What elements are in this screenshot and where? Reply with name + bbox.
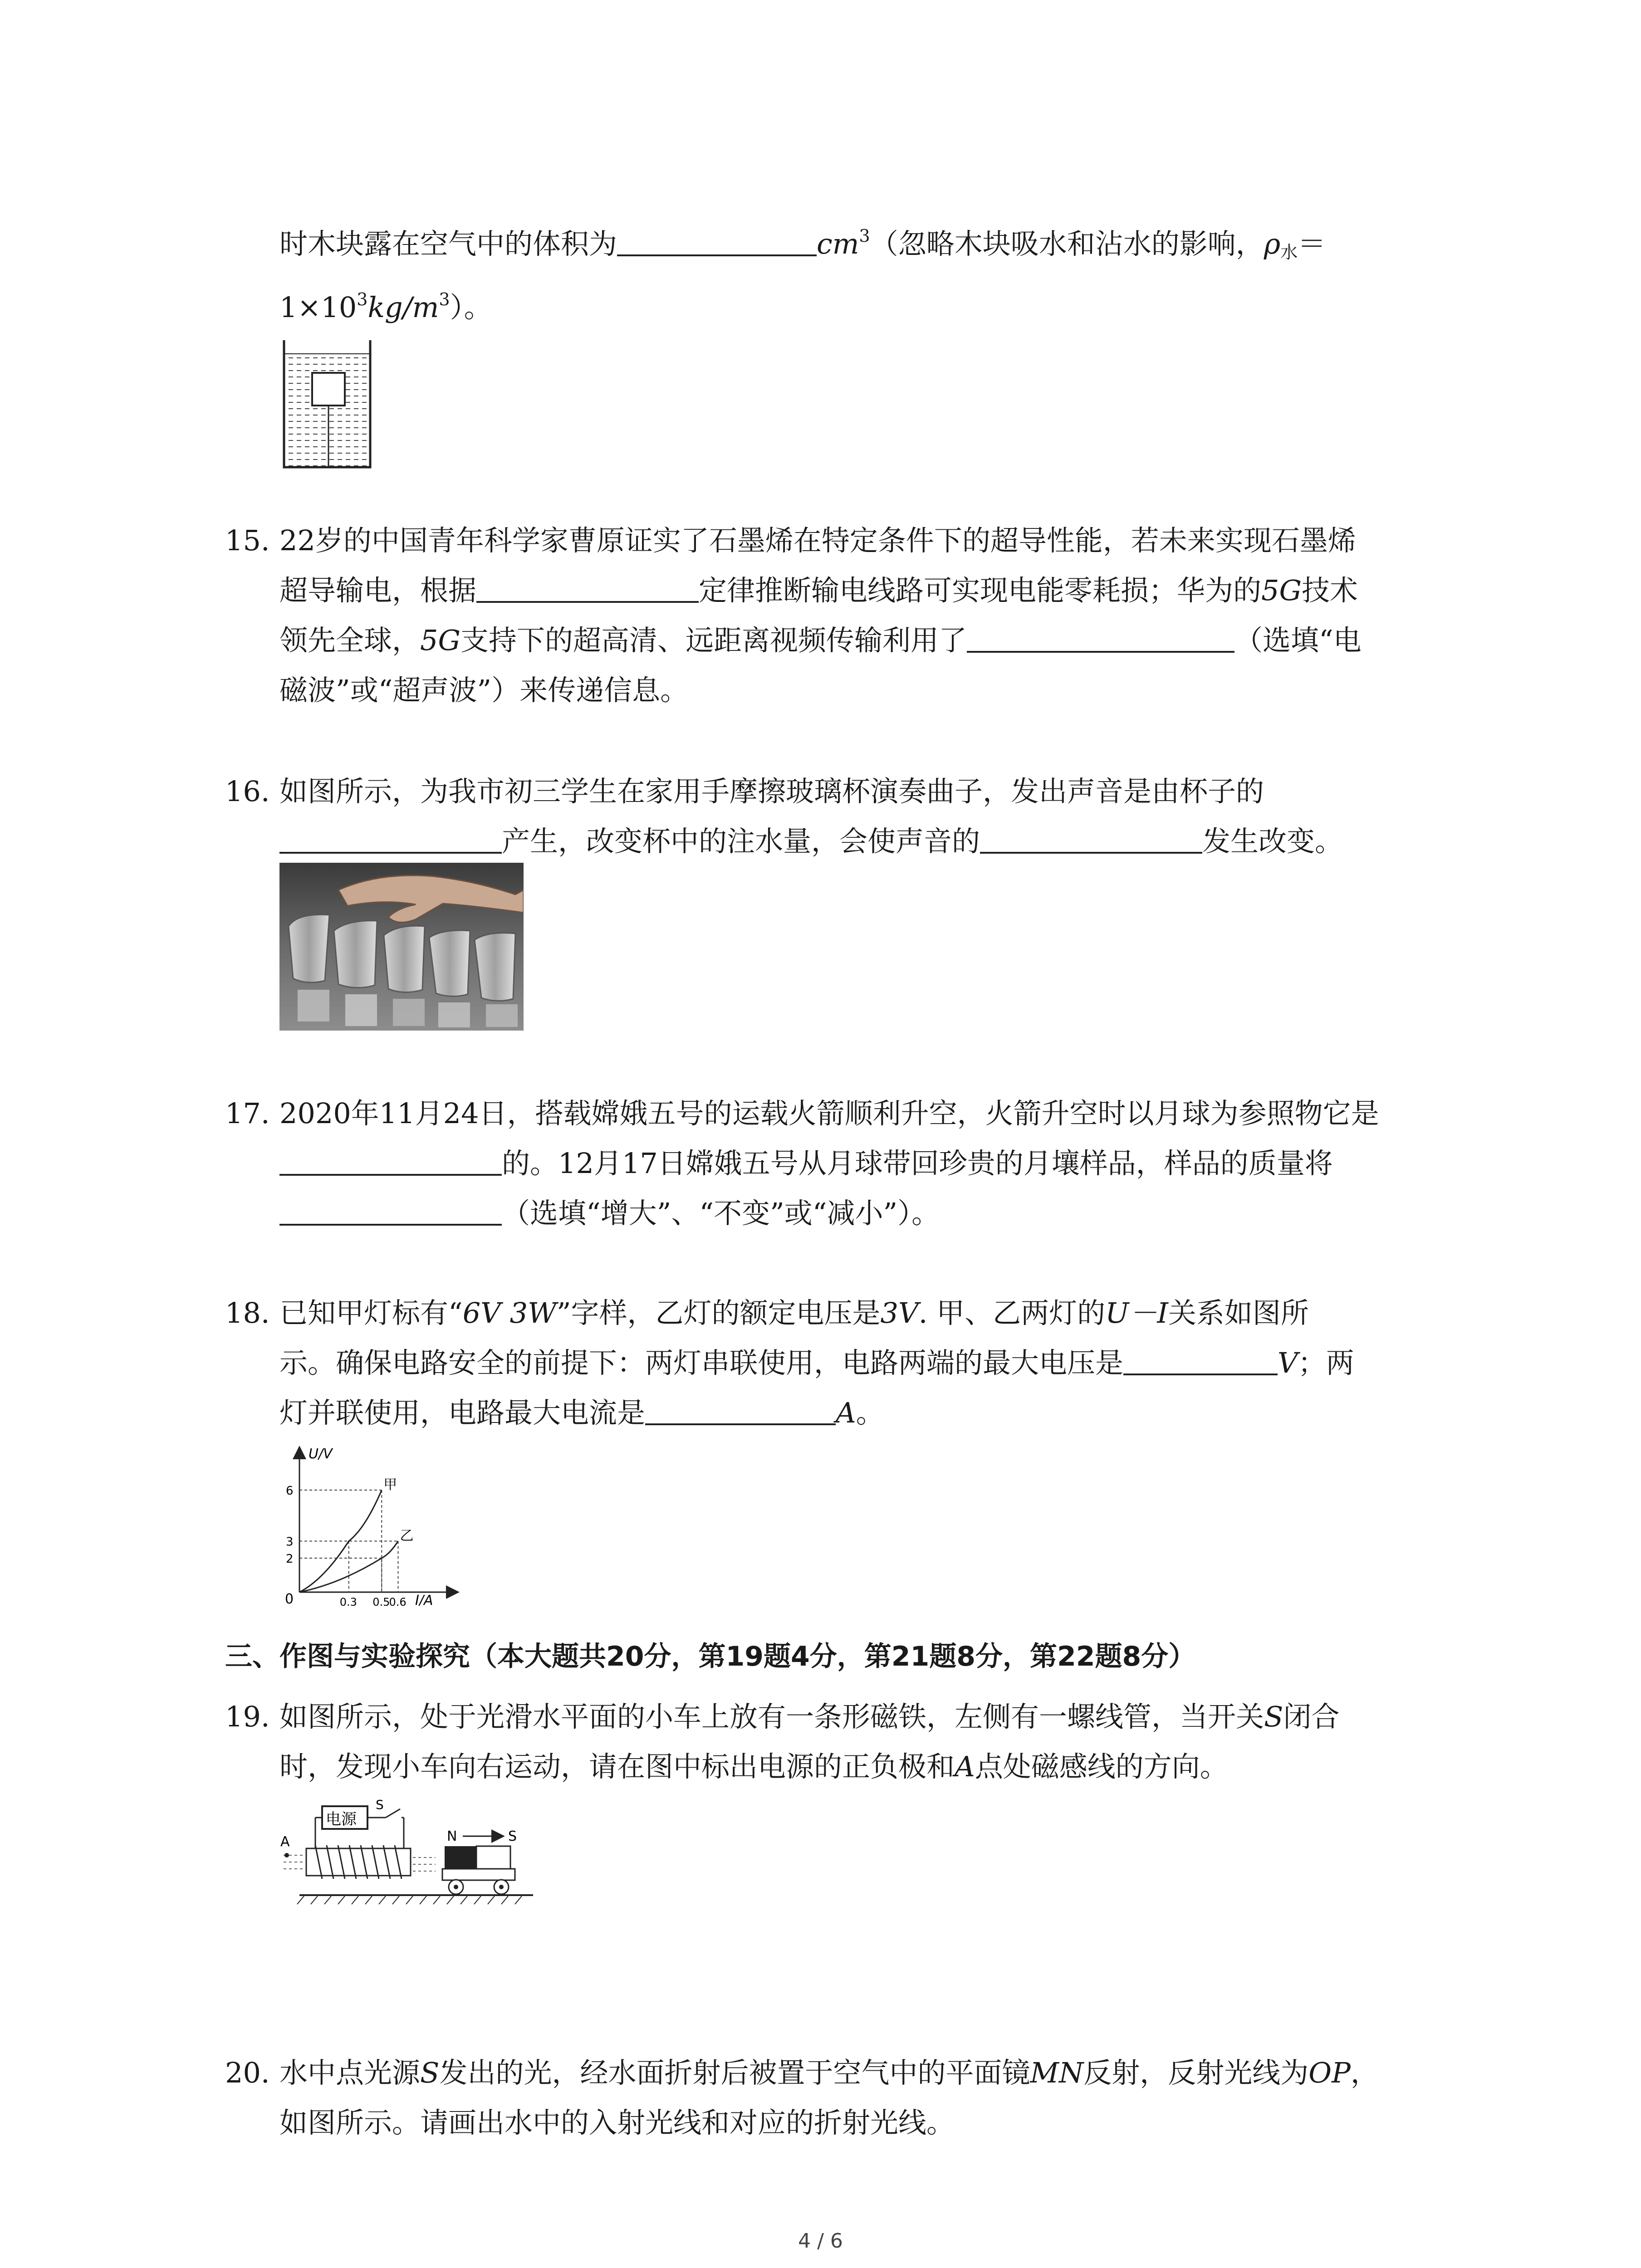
q15-5g: 5G: [1261, 574, 1302, 607]
series-label-0: 甲: [383, 1477, 397, 1493]
q17-line2: [279, 1145, 1333, 1182]
q18-voltage: 3V: [880, 1296, 919, 1330]
q15-text-3a: 领先全球，: [279, 624, 421, 657]
q18-number: 18.: [225, 1296, 270, 1330]
q18-ui: U－I: [1105, 1296, 1168, 1330]
magnet-n-label: N: [447, 1828, 457, 1844]
cart-body: [442, 1869, 515, 1880]
q15-text-2a: 超导输电，根据: [279, 574, 477, 607]
q17-text-2: 的。12月17日嫦娥五号从月球带回珍贵的月壤样品，样品的质量将: [502, 1147, 1333, 1180]
q18-text-2b: ；两: [1298, 1346, 1354, 1379]
q14-container-figure: [279, 336, 379, 472]
magnet-n-pole: [445, 1846, 476, 1869]
q14-density-unit: kg/m: [367, 291, 439, 324]
q18-text-3a: 灯并联使用，电路最大电流是: [279, 1396, 646, 1429]
q15-text-3b: 支持下的超高清、远距离视频传输利用了: [460, 624, 967, 657]
q18-blank-1[interactable]: [1123, 1345, 1278, 1375]
q19-switch-s: S: [1264, 1700, 1283, 1733]
q18-text-1c: . 甲、乙两灯的: [918, 1296, 1106, 1330]
y-axis-label: U/V: [309, 1446, 333, 1462]
q14-density-unit-exp: 3: [439, 289, 450, 309]
q15-text-4: 磁波”或“超声波”）来传递信息。: [279, 674, 689, 707]
q14-eq: ＝: [1298, 227, 1326, 260]
magnet-s-label: S: [508, 1828, 517, 1844]
series-label-1: 乙: [400, 1528, 414, 1544]
q15-text-3c: （选填“电: [1234, 624, 1362, 657]
q14-density-value: 1×10: [279, 291, 357, 324]
q19-number: 19.: [225, 1700, 270, 1733]
power-source-label: 电源: [326, 1810, 357, 1828]
q18-ui-chart: [277, 1438, 467, 1606]
q15-text-2b: 定律推断输电线路可实现电能零耗损；华为的: [699, 574, 1262, 607]
q14-density-exp: 3: [357, 289, 368, 309]
y-tick-label-0: 2: [286, 1552, 294, 1566]
q19-text-1a: 如图所示，处于光滑水平面的小车上放有一条形磁铁，左侧有一螺线管，当开关: [279, 1700, 1264, 1733]
q16-text-2a: 产生，改变杯中的注水量，会使声音的: [502, 825, 980, 858]
magnet-s-pole: [476, 1846, 510, 1869]
q15-5g-2: 5G: [420, 624, 460, 657]
q18-unit-v: V: [1278, 1346, 1298, 1379]
q19-point-a: A: [955, 1750, 975, 1783]
q18-blank-2[interactable]: [645, 1395, 836, 1425]
q18-line1: [279, 1295, 1309, 1331]
q15-number: 15.: [225, 524, 270, 557]
q16-blank-2[interactable]: [980, 824, 1202, 854]
q14-line1: [279, 226, 1326, 262]
q20-text-1d: ，: [1350, 2056, 1379, 2089]
q18-line3: [279, 1395, 884, 1431]
q15-blank-1[interactable]: [476, 573, 699, 603]
q19-text-2b: 点处磁感线的方向。: [975, 1750, 1228, 1783]
q17-line3: [279, 1195, 940, 1232]
q20-text-1c: 反射，反射光线为: [1083, 2056, 1309, 2089]
q15-line2: [279, 572, 1358, 609]
x-tick-label-2: 0.6: [389, 1596, 407, 1606]
q15-blank-2[interactable]: [967, 623, 1234, 653]
switch-label: S: [376, 1797, 384, 1812]
q20-source-s: S: [420, 2056, 440, 2089]
q19-text-2a: 时，发现小车向右运动，请在图中标出电源的正负极和: [279, 1750, 955, 1783]
q16-text-1: 如图所示，为我市初三学生在家用手摩擦玻璃杯演奏曲子，发出声音是由杯子的: [279, 775, 1264, 808]
q16-blank-1[interactable]: [279, 824, 502, 854]
q16-line1: [279, 773, 1264, 810]
q15-line4: [279, 672, 688, 709]
y-tick-label-1: 3: [286, 1535, 294, 1549]
q19-line2: [279, 1749, 1228, 1785]
switch-lever: [386, 1809, 400, 1818]
q18-text-1d: 关系如图所: [1168, 1296, 1309, 1330]
q19-text-1b: 闭合: [1283, 1700, 1340, 1733]
q20-line2: [279, 2105, 955, 2141]
q20-text-2: 如图所示。请画出水中的入射光线和对应的折射光线。: [279, 2106, 955, 2139]
ground-hatching: [297, 1896, 522, 1904]
q19-solenoid-figure: [272, 1796, 544, 1914]
origin-label: 0: [285, 1591, 294, 1606]
q14-end: ）。: [450, 291, 492, 324]
water-fill: [284, 354, 370, 466]
point-a-label: A: [280, 1834, 290, 1850]
solenoid-core: [306, 1848, 411, 1876]
q20-mirror-mn: MN: [1030, 2056, 1084, 2089]
q15-text-2c: 技术: [1302, 574, 1358, 607]
q18-line2: [279, 1345, 1354, 1381]
q15-text-1: 22岁的中国青年科学家曹原证实了石墨烯在特定条件下的超导性能，若未来实现石墨烯: [279, 524, 1356, 557]
q18-text-3b: 。: [856, 1396, 884, 1429]
q20-ray-op: OP: [1308, 2056, 1351, 2089]
q14-note: （忽略木块吸水和沾水的影响，: [870, 227, 1264, 260]
q19-line1: [279, 1699, 1340, 1735]
q15-line3: [279, 622, 1362, 659]
q14-text: 时木块露在空气中的体积为: [279, 227, 617, 260]
q20-text-1b: 发出的光，经水面折射后被置于空气中的平面镜: [439, 2056, 1030, 2089]
q17-text-3: （选填“增大”、“不变”或“减小”）。: [502, 1197, 940, 1230]
q16-line2: [279, 823, 1343, 860]
q14-rho: ρ: [1264, 227, 1281, 260]
section-3-heading: 三、作图与实验探究（本大题共20分，第19题4分，第21题8分，第22题8分）: [225, 1641, 1196, 1672]
q20-line1: [279, 2055, 1379, 2091]
q15-line1: [279, 523, 1356, 559]
q17-blank-1[interactable]: [279, 1146, 502, 1176]
q17-text-1: 2020年11月24日，搭载嫦娥五号的运载火箭顺利升空，火箭升空时以月球为参照物它是: [279, 1097, 1379, 1130]
page-number: 4 / 6: [798, 2229, 843, 2253]
q18-rating: 6V 3W: [462, 1296, 557, 1330]
q17-blank-2[interactable]: [279, 1196, 502, 1226]
point-a-dot: [284, 1853, 289, 1857]
q14-rho-sub: 水: [1280, 242, 1298, 262]
y-tick-label-2: 6: [286, 1484, 294, 1498]
q18-text-1a: 已知甲灯标有“: [279, 1296, 463, 1330]
wood-block: [312, 373, 345, 406]
x-tick-label-1: 0.5: [372, 1596, 390, 1606]
q14-unit: cm: [817, 227, 859, 260]
q14-line2: [279, 289, 492, 326]
q20-number: 20.: [225, 2056, 270, 2089]
q16-number: 16.: [225, 775, 270, 808]
q18-text-1b: ”字样，乙灯的额定电压是: [556, 1296, 881, 1330]
q14-unit-exp: 3: [859, 226, 870, 246]
x-tick-label-0: 0.3: [339, 1596, 357, 1606]
q20-text-1a: 水中点光源: [279, 2056, 421, 2089]
q16-text-2b: 发生改变。: [1202, 825, 1343, 858]
q16-glasses-photo: [279, 863, 524, 1031]
q18-text-2a: 示。确保电路安全的前提下：两灯串联使用，电路两端的最大电压是: [279, 1346, 1124, 1379]
x-axis-label: I/A: [415, 1593, 433, 1606]
q14-answer-blank[interactable]: [617, 226, 817, 256]
q18-unit-a: A: [836, 1396, 856, 1429]
q17-line1: [279, 1095, 1379, 1132]
q17-number: 17.: [225, 1097, 270, 1130]
